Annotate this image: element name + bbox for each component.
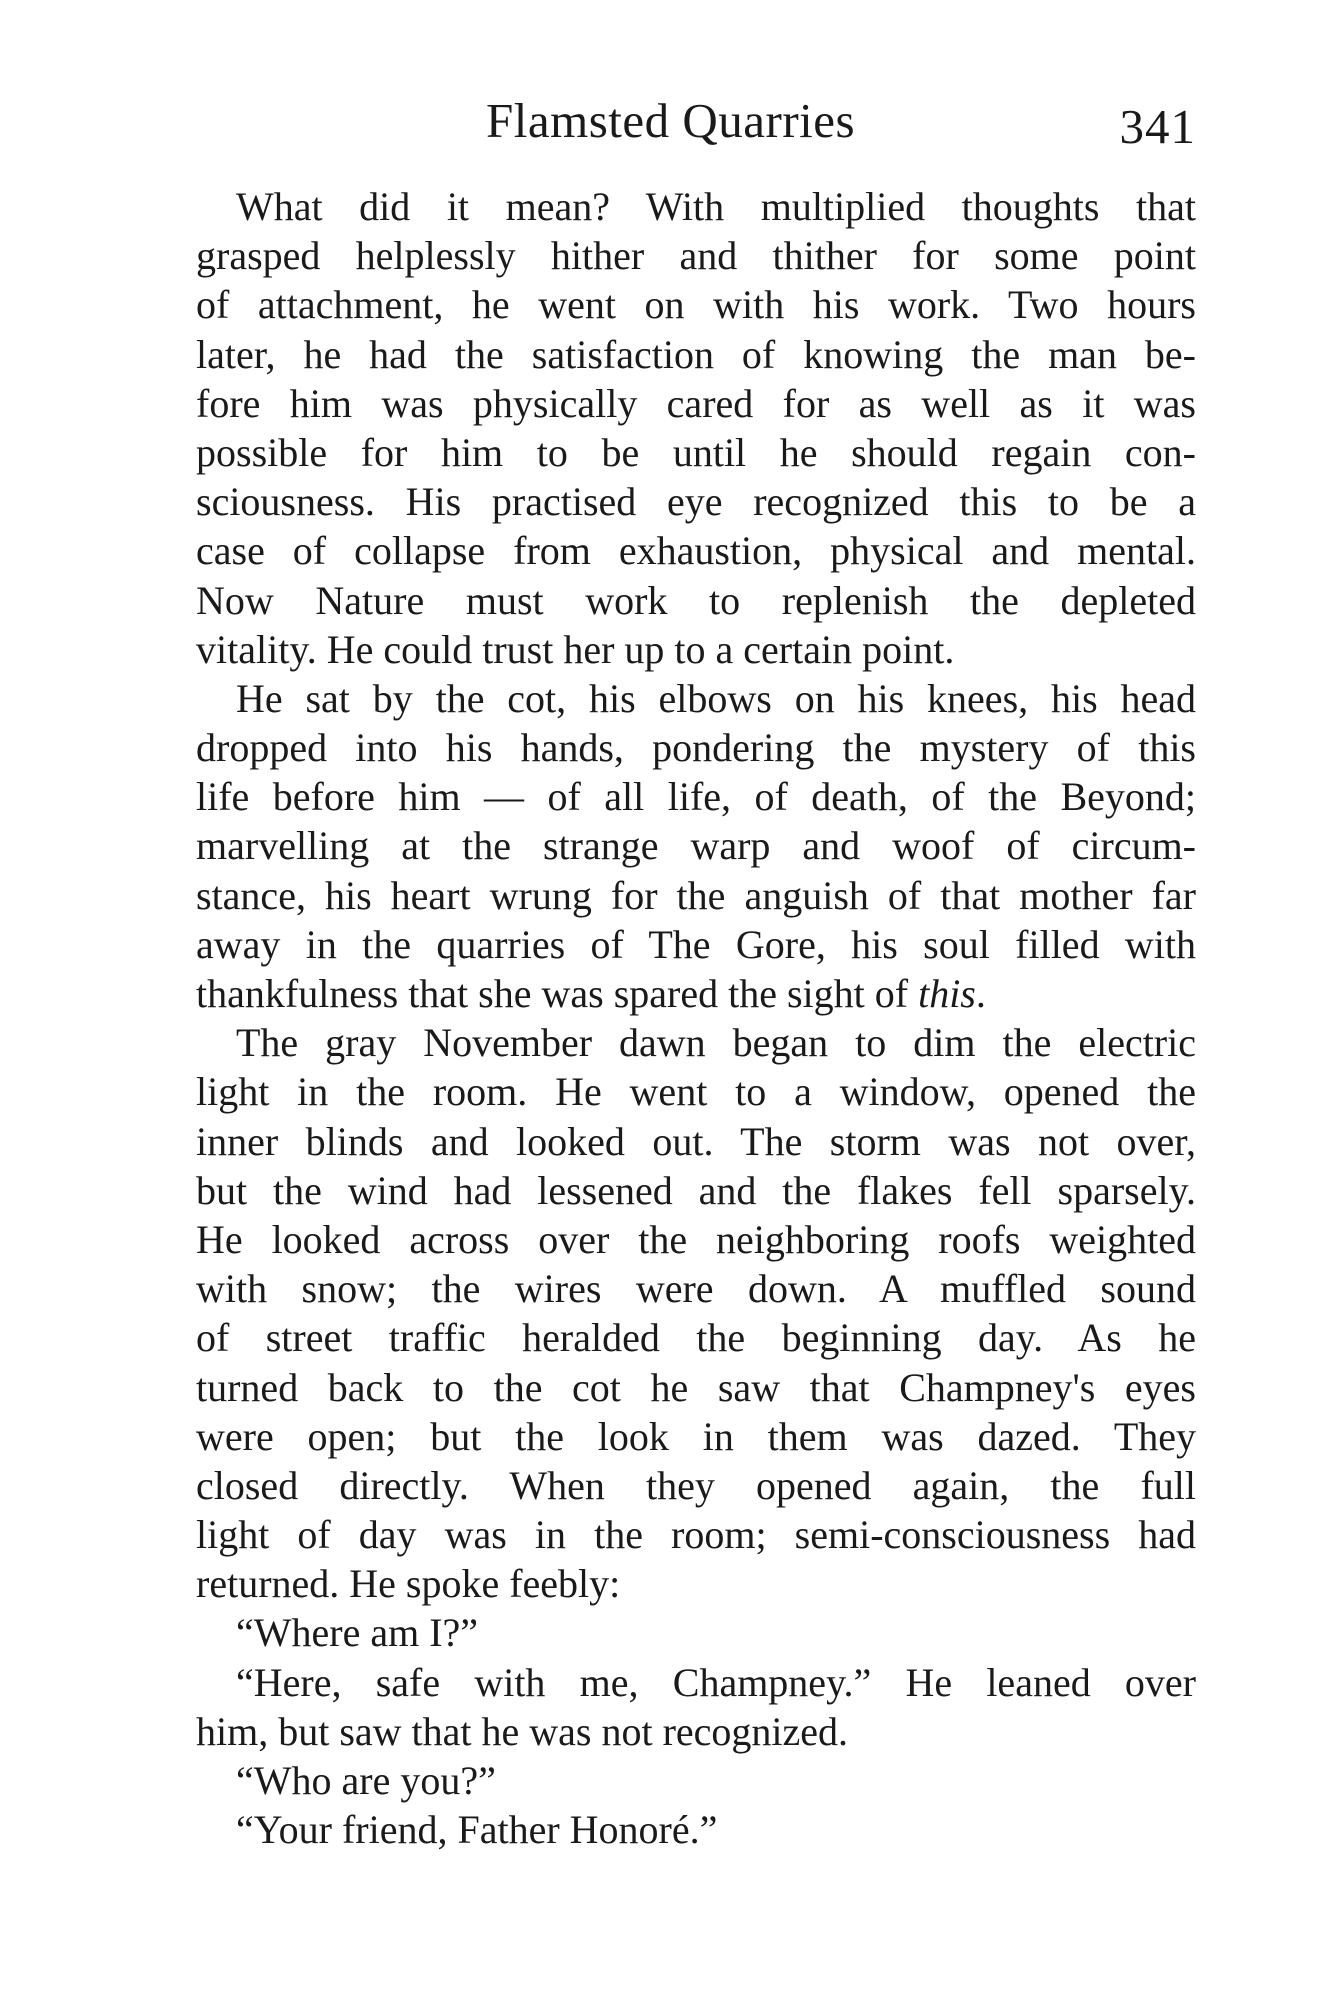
text-line: life before him — of all life, of death, of the Beyond; <box>196 774 1196 820</box>
body-text <box>196 182 1196 1854</box>
text-line: of attachment, he went on with his work. Two hours <box>196 282 1196 328</box>
text-line: turned back to the cot he saw that Champney's eyes <box>196 1364 1196 1410</box>
text-line: vitality. He could trust her up to a certain point. <box>196 626 955 672</box>
text-line: later, he had the satisfaction of knowing the man be- <box>196 331 1196 377</box>
text-segment: thankfulness that she was spared the sight of <box>196 971 919 1016</box>
text-line: sciousness. His practised eye recognized this to be a <box>196 479 1196 525</box>
text-line: him, but saw that he was not recognized. <box>196 1708 849 1754</box>
text-line: What did it mean? With multiplied thoughts that <box>236 184 1196 229</box>
text-line: fore him was physically cared for as well as it was <box>196 380 1196 426</box>
text-line: Now Nature must work to replenish the depleted <box>196 577 1196 623</box>
text-line: closed directly. When they opened again, the full <box>196 1462 1196 1508</box>
text-line: stance, his heart wrung for the anguish of that mother far <box>196 872 1196 918</box>
text-line: “Where am I?” <box>236 1610 479 1656</box>
text-line: with snow; the wires were down. A muffled sound <box>196 1266 1196 1312</box>
text-line: “Here, safe with me, Champney.” He leaned over <box>236 1659 1196 1705</box>
text-line: away in the quarries of The Gore, his soul filled with <box>196 921 1196 967</box>
text-line: light in the room. He went to a window, opened the <box>196 1069 1196 1115</box>
text-line: grasped helplessly hither and thither for some point <box>196 233 1196 279</box>
text-line: were open; but the look in them was dazed. They <box>196 1413 1196 1459</box>
italic-word: this <box>918 971 976 1016</box>
running-head <box>196 92 1196 162</box>
text-line: marvelling at the strange warp and woof of circum- <box>196 823 1196 869</box>
page-number: 341 <box>1119 99 1196 154</box>
text-line: He sat by the cot, his elbows on his knees, his head <box>236 675 1196 721</box>
text-line: case of collapse from exhaustion, physical and mental. <box>196 528 1196 574</box>
text-line: inner blinds and looked out. The storm was not over, <box>196 1118 1196 1164</box>
text-line: possible for him to be until he should regain con- <box>196 429 1196 475</box>
text-line: He looked across over the neighboring roofs weighted <box>196 1216 1196 1262</box>
text-line: but the wind had lessened and the flakes fell sparsely. <box>196 1167 1196 1213</box>
running-title: Flamsted Quarries <box>486 93 856 148</box>
text-line: “Who are you?” <box>236 1758 496 1803</box>
text-segment: . <box>975 971 986 1016</box>
text-line <box>196 969 1196 1018</box>
text-line: of street traffic heralded the beginning day. As he <box>196 1315 1196 1361</box>
text-line: “Your friend, Father Honoré.” <box>236 1807 718 1853</box>
text-line: The gray November dawn began to dim the electric <box>236 1020 1196 1066</box>
text-line: light of day was in the room; semi-consciousness had <box>196 1512 1196 1558</box>
text-line: dropped into his hands, pondering the mystery of this <box>196 725 1196 771</box>
text-line: returned. He spoke feebly: <box>196 1561 621 1607</box>
